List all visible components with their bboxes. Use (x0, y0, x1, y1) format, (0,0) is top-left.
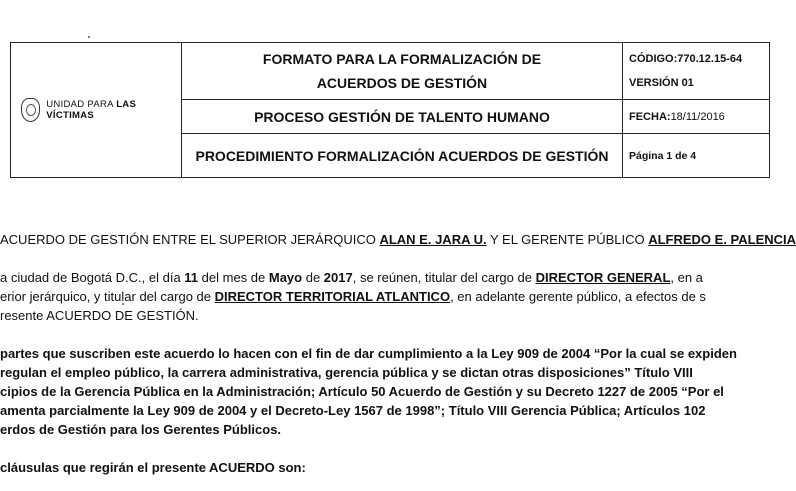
manager-name: ALFREDO E. PALENCIA (648, 232, 796, 247)
director-general-role: DIRECTOR GENERAL (535, 270, 671, 285)
logo-text-bold: LAS VÍCTIMAS (46, 99, 137, 121)
paragraph1-line2: erior jerárquico, y titular del cargo de DIRECTOR TERRITORIAL ATLANTICO, en adelante gerente público, a efectos de s (0, 289, 706, 304)
logo-text-prefix: UNIDAD PARA (46, 99, 117, 110)
coat-of-arms-icon (21, 98, 40, 122)
territorial-director-role: DIRECTOR TERRITORIAL ATLANTICO (214, 289, 451, 304)
procedure-cell (182, 134, 623, 178)
paragraph1-line3: resente ACUERDO DE GESTIÓN. (0, 308, 199, 323)
logo-cell (11, 43, 182, 178)
unidad-victimas-logo (11, 98, 181, 122)
document-version: VERSIÓN 01 (629, 77, 694, 89)
agreement-heading: ACUERDO DE GESTIÓN ENTRE EL SUPERIOR JERÁRQUICO ALAN E. JARA U. Y EL GERENTE PÚBLICO ALFREDO E. PALENCIA (0, 232, 796, 247)
document-header-table (10, 42, 770, 178)
paragraph2-line1: partes que suscriben este acuerdo lo hacen con el fin de dar cumplimiento a la Ley 909 de 2004 “Por la cual se expiden (0, 346, 737, 361)
format-title-line1: FORMATO PARA LA FORMALIZACIÓN DE (262, 51, 542, 67)
process-cell (182, 100, 623, 134)
paragraph2-line3: cipios de la Gerencia Pública en la Administración; Artículo 50 Acuerdo de Gestión y su Decreto 1227 de 2005 “Por el (0, 384, 724, 399)
document-code: CÓDIGO:770.12.15-64 (629, 53, 743, 65)
procedure-title: PROCEDIMIENTO FORMALIZACIÓN ACUERDOS DE GESTIÓN (195, 147, 609, 164)
paragraph2-line2: regulan el empleo público, la carrera administrativa, gerencia pública y se dictan otras disposiciones” Título VIII (0, 365, 693, 380)
meta-code-version-cell (623, 43, 770, 100)
paragraph2-line5: erdos de Gestión para los Gerentes Públicos. (0, 422, 282, 437)
superior-name: ALAN E. JARA U. (379, 232, 487, 247)
logo-text (46, 99, 181, 121)
scan-speck (88, 36, 90, 38)
clauses-intro: cláusulas que regirán el presente ACUERDO son: (0, 460, 306, 475)
paragraph2-line4: amenta parcialmente la Ley 909 de 2004 y el Decreto-Ley 1567 de 1998”; Título VIII Gerencia Pública; Artículos 102 (0, 403, 706, 418)
format-title-line2: ACUERDOS DE GESTIÓN (316, 75, 488, 91)
format-title-cell (182, 43, 623, 100)
date-value: 18/11/2016 (670, 110, 725, 123)
meta-date-cell (623, 100, 770, 134)
page-number: Página 1 de 4 (629, 149, 697, 162)
process-title: PROCESO GESTIÓN DE TALENTO HUMANO (254, 108, 550, 125)
paragraph1-line1: a ciudad de Bogotá D.C., el día 11 del mes de Mayo de 2017, se reúnen, titular del cargo de DIRECTOR GENERAL, en a (0, 270, 703, 285)
date-label: FECHA: (629, 110, 671, 123)
meta-page-cell (623, 134, 770, 178)
